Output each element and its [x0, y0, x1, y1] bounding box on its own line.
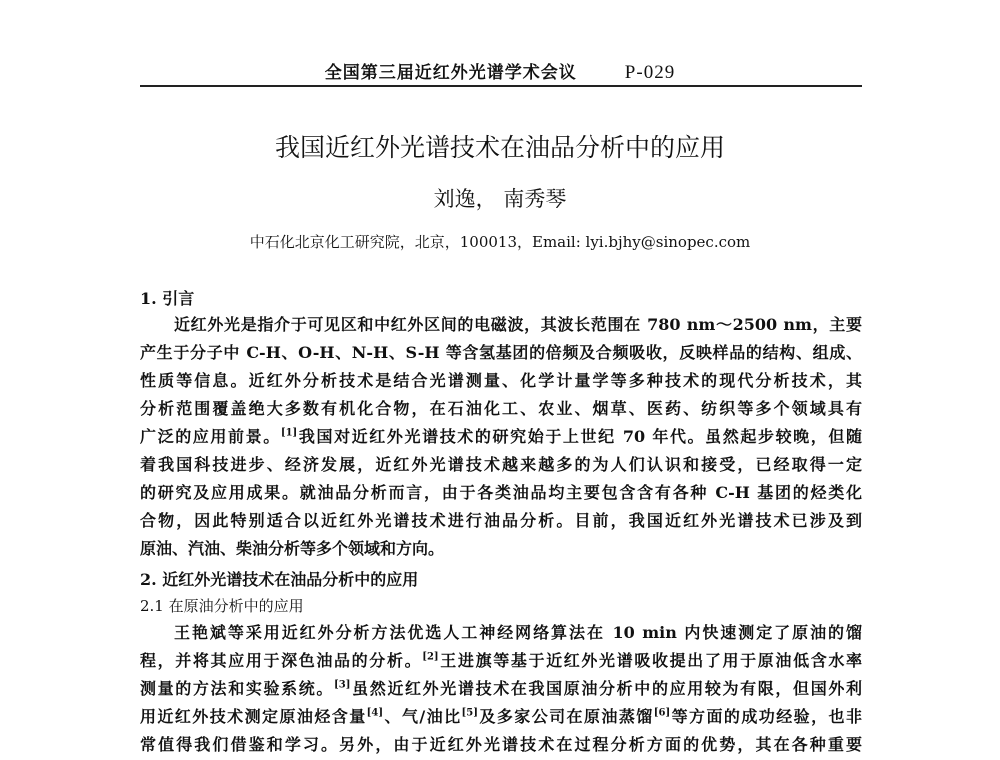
text-line: 产生于分子中 C-H、O-H、N-H、S-H 等含氢基团的倍频及合频吸收，反映样品的结构、组成、 [140, 343, 862, 362]
header-rule [140, 85, 862, 87]
text-line: 测量的方法和实验系统。[3]虽然近红外光谱技术在我国原油分析中的应用较为有限，但国外利 [140, 679, 862, 698]
paper-code: P-029 [624, 62, 676, 83]
text-line: 广泛的应用前景。[1]我国对近红外光谱技术的研究始于上世纪 70 年代。虽然起步较晚，但随 [140, 427, 862, 446]
text-line: 性质等信息。近红外分析技术是结合光谱测量、化学计量学等多种技术的现代分析技术，其 [140, 371, 862, 390]
text-line: 程，并将其应用于深色油品的分析。[2]王进旗等基于近红外光谱吸收提出了用于原油低含水率 [140, 651, 862, 670]
text-line: 原油、汽油、柴油分析等多个领域和方向。 [140, 539, 445, 558]
section-heading-applications: 2. 近红外光谱技术在油品分析中的应用 [140, 570, 419, 589]
authors: 刘逸， 南秀琴 [433, 187, 567, 211]
subsection-heading-crude-oil: 2.1 在原油分析中的应用 [140, 597, 304, 615]
conference-name: 全国第三届近红外光谱学术会议 [324, 63, 577, 83]
text-line: 王艳斌等采用近红外分析方法优选人工神经网络算法在 10 min 内快速测定了原油的馏 [174, 623, 862, 642]
text-line: 常值得我们借鉴和学习。另外，由于近红外光谱技术在过程分析方面的优势，其在各种重要 [140, 735, 862, 754]
running-header [0, 58, 1000, 84]
text-line: 合物，因此特别适合以近红外光谱技术进行油品分析。目前，我国近红外光谱技术已涉及到 [140, 511, 862, 530]
section-heading-intro: 1. 引言 [140, 289, 195, 308]
text-line: 着我国科技进步、经济发展，近红外光谱技术越来越多的为人们认识和接受，已经取得一定 [140, 455, 862, 474]
affiliation: 中石化北京化工研究院，北京，100013，Email: lyi.bjhy@sinopec.com [249, 233, 751, 251]
text-line: 的研究及应用成果。就油品分析而言，由于各类油品均主要包含含有各种 C-H 基团的烃类化 [140, 483, 862, 502]
text-line: 分析范围覆盖绝大多数有机化合物，在石油化工、农业、烟草、医药、纺织等多个领域具有 [140, 399, 862, 418]
paper-title: 我国近红外光谱技术在油品分析中的应用 [274, 133, 725, 162]
text-line: 用近红外技术测定原油烃含量[4]、气/油比[5]及多家公司在原油蒸馏[6]等方面的成功经验，也非 [140, 707, 862, 726]
text-line: 近红外光是指介于可见区和中红外区间的电磁波，其波长范围在 780 nm～2500 nm，主要 [174, 315, 862, 334]
